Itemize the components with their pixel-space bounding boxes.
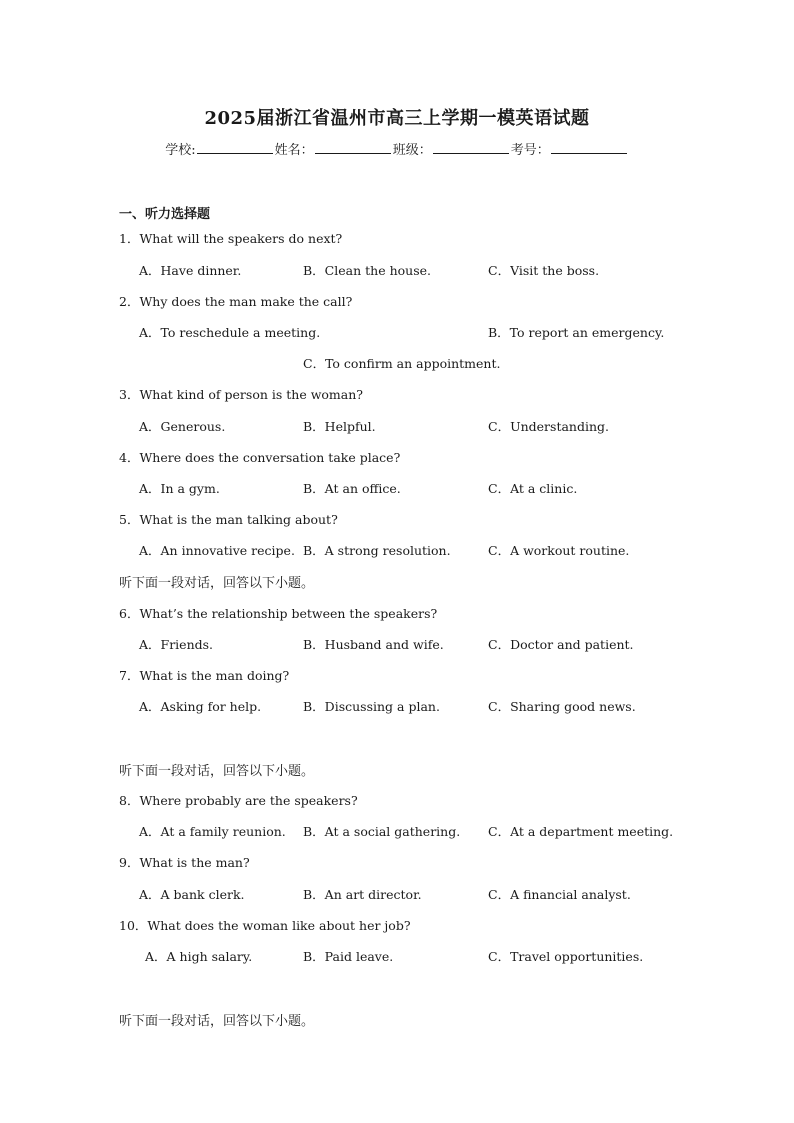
- option-5a[interactable]: A．An innovative recipe.: [139, 543, 295, 558]
- section-title: 一、听力选择题: [119, 207, 211, 222]
- option-7b[interactable]: B．Discussing a plan.: [303, 699, 440, 714]
- listening-note-1: 听下面一段对话，回答以下小题。: [119, 576, 315, 591]
- option-6b[interactable]: B．Husband and wife.: [303, 637, 444, 652]
- name-label: 姓名：: [274, 143, 314, 158]
- listening-note-2: 听下面一段对话，回答以下小题。: [119, 764, 315, 779]
- question-7: 7．What is the man doing?: [119, 668, 290, 683]
- question-4: 4．Where does the conversation take place?: [119, 450, 401, 465]
- option-3a[interactable]: A．Generous.: [139, 419, 226, 434]
- option-1c[interactable]: C．Visit the boss.: [488, 263, 600, 278]
- option-8a[interactable]: A．At a family reunion.: [139, 824, 286, 839]
- option-1a[interactable]: A．Have dinner.: [139, 263, 242, 278]
- option-1b[interactable]: B．Clean the house.: [303, 263, 431, 278]
- option-6a[interactable]: A．Friends.: [139, 637, 214, 652]
- school-blank[interactable]: [197, 141, 273, 154]
- question-2: 2．Why does the man make the call?: [119, 294, 353, 309]
- option-5c[interactable]: C．A workout routine.: [488, 543, 630, 558]
- class-label: 班级：: [392, 143, 432, 158]
- option-6c[interactable]: C．Doctor and patient.: [488, 637, 634, 652]
- question-6: 6．What’s the relationship between the speakers?: [119, 606, 438, 621]
- question-5: 5．What is the man talking about?: [119, 512, 338, 527]
- name-blank[interactable]: [315, 141, 391, 154]
- option-9c[interactable]: C．A financial analyst.: [488, 887, 631, 902]
- listening-note-3: 听下面一段对话，回答以下小题。: [119, 1014, 315, 1029]
- student-info-line: [0, 139, 794, 158]
- option-5b[interactable]: B．A strong resolution.: [303, 543, 451, 558]
- option-3c[interactable]: C．Understanding.: [488, 419, 609, 434]
- question-9: 9．What is the man?: [119, 855, 250, 870]
- exam-no-blank[interactable]: [551, 141, 627, 154]
- option-9a[interactable]: A．A bank clerk.: [139, 887, 245, 902]
- exam-no-label: 考号：: [510, 143, 550, 158]
- option-7c[interactable]: C．Sharing good news.: [488, 699, 636, 714]
- question-3: 3．What kind of person is the woman?: [119, 387, 363, 402]
- option-10c[interactable]: C．Travel opportunities.: [488, 949, 644, 964]
- question-1: 1．What will the speakers do next?: [119, 231, 343, 246]
- option-7a[interactable]: A．Asking for help.: [139, 699, 262, 714]
- option-3b[interactable]: B．Helpful.: [303, 419, 376, 434]
- option-8b[interactable]: B．At a social gathering.: [303, 824, 461, 839]
- page-title: 2025届浙江省温州市高三上学期一模英语试题: [204, 108, 590, 129]
- option-2a[interactable]: A．To reschedule a meeting.: [139, 325, 321, 340]
- option-4c[interactable]: C．At a clinic.: [488, 481, 578, 496]
- option-8c[interactable]: C．At a department meeting.: [488, 824, 674, 839]
- class-blank[interactable]: [433, 141, 509, 154]
- question-8: 8．Where probably are the speakers?: [119, 793, 358, 808]
- school-label: 学校:: [165, 143, 196, 158]
- option-4a[interactable]: A．In a gym.: [139, 481, 220, 496]
- option-4b[interactable]: B．At an office.: [303, 481, 401, 496]
- option-10a[interactable]: A．A high salary.: [145, 949, 253, 964]
- question-10: 10．What does the woman like about her job?: [119, 918, 411, 933]
- option-2c[interactable]: C．To confirm an appointment.: [303, 356, 501, 371]
- option-9b[interactable]: B．An art director.: [303, 887, 422, 902]
- option-10b[interactable]: B．Paid leave.: [303, 949, 394, 964]
- option-2b[interactable]: B．To report an emergency.: [488, 325, 665, 340]
